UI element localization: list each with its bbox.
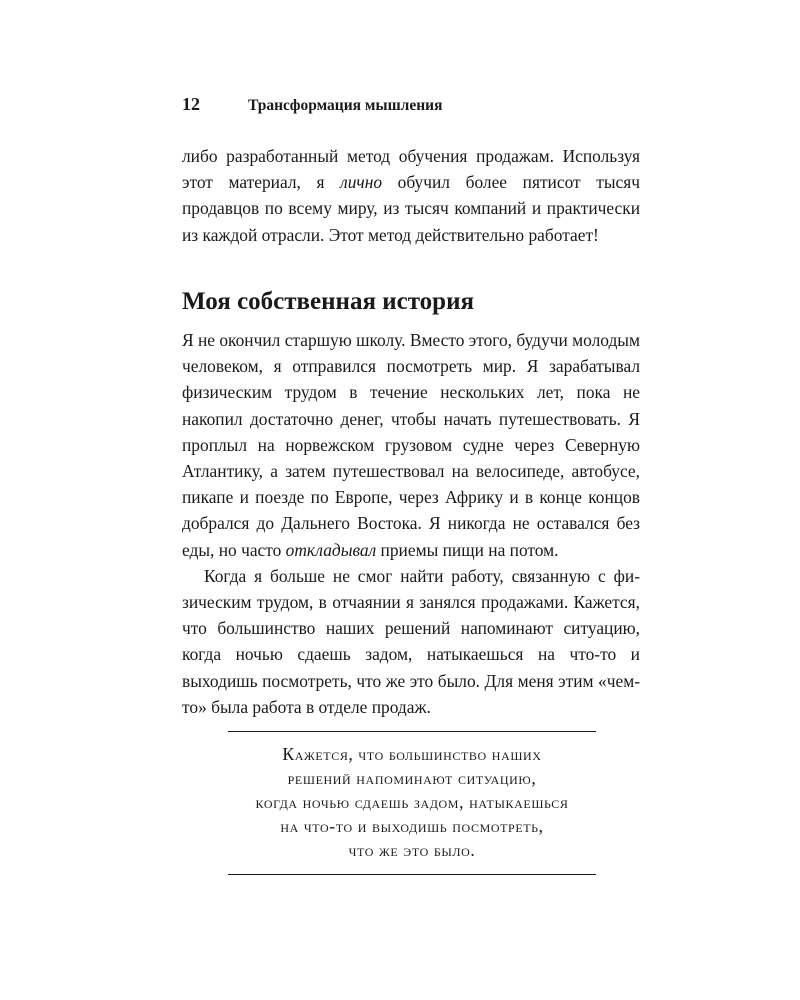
emphasis-lichno: лично <box>340 172 383 193</box>
pull-quote-line: Кажется, что большинство наших <box>282 744 542 764</box>
pull-quote <box>228 731 596 875</box>
intro-paragraph: либо разработанный метод обучения продажам. Используя этот материал, я лично обучил более пятисот тысяч продавцов по всему миру, из тысяч компаний и практически из каждой отрасли. Этот метод действительно работает! <box>182 146 641 245</box>
intro-text <box>182 143 640 248</box>
pull-quote-line: на что-то и выходишь посмотреть, <box>280 816 544 836</box>
running-title: Трансформация мышления <box>248 97 443 114</box>
pull-quote-top-rule <box>228 731 596 732</box>
pull-quote-line: когда ночью сдаешь задом, натыкаешься <box>255 792 569 812</box>
section-heading: Моя собственная история <box>182 288 475 315</box>
running-head <box>182 94 442 115</box>
section-paragraph-2: Когда я больше не смог найти работу, связанную с физическим трудом, в отчаянии я занялся продажами. Кажется, что большинство наших решений напоминают ситуацию, когда ночью сдаешь задом, натыкаешься на что-то и выходишь посмотреть, что же это было. Для меня этим «чем-то» была работа в отделе продаж. <box>182 565 640 717</box>
emphasis-otkladyval: откладывал <box>285 539 377 560</box>
pull-quote-line: решений напоминают ситуацию, <box>287 768 537 788</box>
pull-quote-text <box>228 742 596 862</box>
section-paragraph-1: Я не окончил старшую школу. Вместо этого, будучи молодым человеком, я отправился посмотреть мир. Я зарабатывал физическим трудом в течение нескольких лет, пока не накопил достаточно денег, чтобы начать путешествовать. Я проплыл на норвежском грузовом судне через Северную Атлантику, а затем путешествовал на велосипеде, автобусе, пикапе и поезде по Европе, через Африку и в конце концов добрался до Дальнего Востока. Я никогда не оставался без еды, но часто откладывал приемы пищи на потом. <box>182 330 640 560</box>
section-text <box>182 327 640 720</box>
page-number: 12 <box>182 94 200 114</box>
pull-quote-bottom-rule <box>228 874 596 875</box>
pull-quote-line: что же это было. <box>348 840 476 860</box>
